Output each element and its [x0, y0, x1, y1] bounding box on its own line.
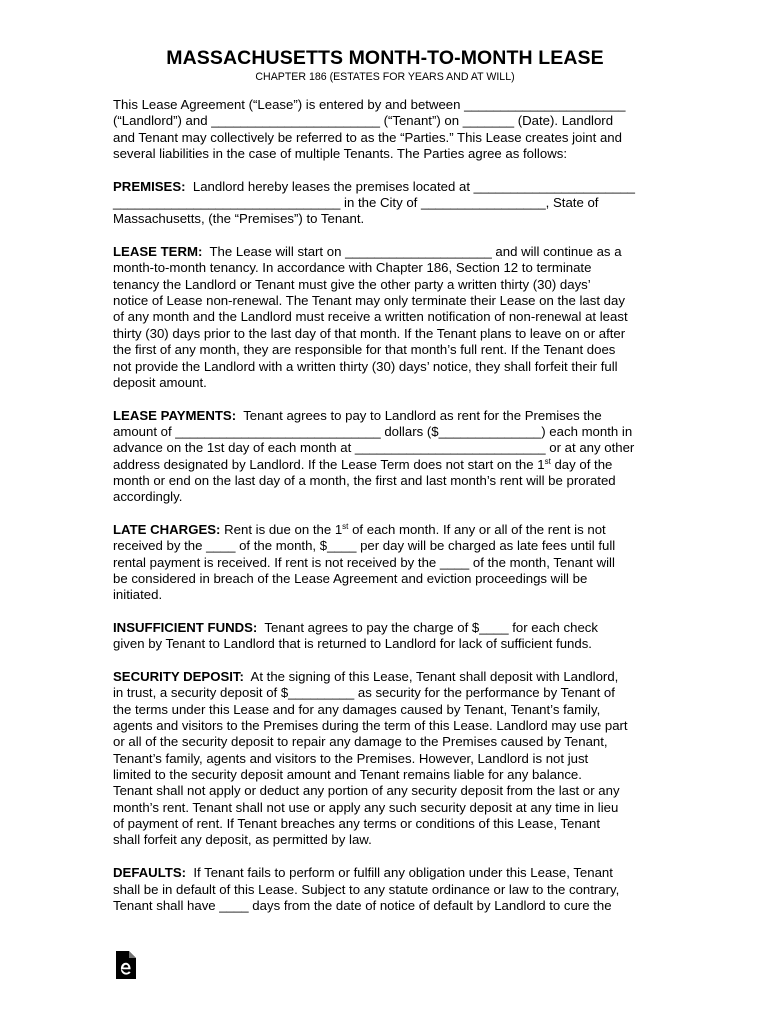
- lease-term-line: not provide the Landlord with a written thirty (30) days’ notice, they shall forfeit their full: [113, 358, 618, 374]
- late-charges-text: of each month. If any or all of the rent is not: [348, 521, 606, 537]
- document-body: [113, 97, 663, 914]
- security-deposit-line: or all of the security deposit to repair any damage to the Premises caused by Tenant,: [113, 734, 608, 750]
- lease-term-line: of any month and the Landlord must receive a written notification of non-renewal at least: [113, 309, 628, 325]
- security-deposit-section: [113, 669, 663, 849]
- security-deposit-line: agents and visitors to the Premises during the term of this Lease. Landlord may use part: [113, 718, 628, 734]
- lease-payments-line: amount of ____________________________ dollars ($______________) each month in: [113, 423, 633, 439]
- lease-term-text: The Lease will start on ____________________ and will continue as a: [209, 244, 622, 260]
- security-deposit-line: shall forfeit any deposit, as permitted by law.: [113, 832, 372, 848]
- security-deposit-line: Tenant’s family, agents and visitors to the Premises. However, Landlord is not just: [113, 750, 589, 766]
- lease-payments-heading: LEASE PAYMENTS:: [113, 407, 237, 423]
- lease-term-section: [113, 244, 663, 391]
- document-subtitle: CHAPTER 186 (ESTATES FOR YEARS AND AT WILL): [255, 71, 515, 83]
- lease-term-first-line: [113, 244, 663, 260]
- late-charges-text: Rent is due on the 1: [224, 521, 343, 537]
- lease-payments-line: advance on the 1st day of each month at __________________________ or at any other: [113, 440, 635, 456]
- premises-first-line: [113, 179, 663, 195]
- premises-line: _______________________________ in the City of _________________, State of: [113, 195, 599, 211]
- lease-payments-line: accordingly.: [113, 489, 183, 505]
- defaults-heading: DEFAULTS:: [113, 865, 187, 881]
- late-charges-line: rental payment is received. If rent is not received by the ____ of the month, Tenant will: [113, 554, 615, 570]
- security-deposit-text: At the signing of this Lease, Tenant shall deposit with Landlord,: [250, 669, 619, 685]
- lease-payments-line: month or end on the last day of a month, the first and last month’s rent will be prorated: [113, 472, 616, 488]
- lease-term-line: month-to-month tenancy. In accordance with Chapter 186, Section 12 to terminate: [113, 260, 592, 276]
- defaults-text: If Tenant fails to perform or fulfill any obligation under this Lease, Tenant: [193, 865, 613, 881]
- security-deposit-heading: SECURITY DEPOSIT:: [113, 669, 244, 685]
- security-deposit-line: Tenant shall not apply or deduct any portion of any security deposit from the last or any: [113, 783, 620, 799]
- lease-payments-text: address designated by Landlord. If the Lease Term does not start on the 1: [113, 456, 545, 472]
- late-charges-line: initiated.: [113, 587, 163, 603]
- insufficient-funds-text: Tenant agrees to pay the charge of $____ for each check: [264, 620, 598, 635]
- lease-term-line: tenancy the Landlord or Tenant must give the other party a written thirty (30) days’: [113, 276, 591, 292]
- security-deposit-line: of payment of rent. If Tenant breaches any terms or conditions of this Lease, Tenant: [113, 816, 601, 832]
- intro-line: and Tenant may collectively be referred to as the “Parties.” This Lease creates joint and: [113, 129, 622, 145]
- eforms-logo-icon: [115, 950, 137, 980]
- late-charges-heading: LATE CHARGES:: [113, 521, 221, 537]
- lease-term-line: the first of any month, they are responsible for that month’s full rent. If the Tenant does: [113, 342, 616, 358]
- lease-term-heading: LEASE TERM:: [113, 244, 203, 260]
- insufficient-funds-first-line: [113, 620, 663, 636]
- late-charges-line: received by the ____ of the month, $____ per day will be charged as late fees until full: [113, 538, 616, 554]
- security-deposit-line: in trust, a security deposit of $_________ as security for the performance by Tenant of: [113, 685, 615, 701]
- defaults-section: [113, 865, 663, 914]
- premises-heading: PREMISES:: [113, 178, 186, 194]
- lease-payments-first-line: [113, 408, 663, 424]
- intro-paragraph: [113, 97, 663, 162]
- document-title: MASSACHUSETTS MONTH-TO-MONTH LEASE: [166, 47, 604, 69]
- defaults-line: shall be in default of this Lease. Subject to any statute ordinance or law to the contrary,: [113, 881, 620, 897]
- security-deposit-line: limited to the security deposit amount and Tenant remains liable for any balance.: [113, 767, 582, 783]
- insufficient-funds-line: given by Tenant to Landlord that is returned to Landlord for lack of sufficient funds.: [113, 636, 592, 652]
- ordinal-suffix: st: [544, 456, 551, 466]
- intro-line: (“Landlord”) and _______________________ (“Tenant”) on _______ (Date). Landlord: [113, 113, 614, 129]
- insufficient-funds-heading: INSUFFICIENT FUNDS:: [113, 620, 258, 635]
- insufficient-funds-section: [113, 620, 663, 653]
- late-charges-line: be considered in breach of the Lease Agreement and eviction proceedings will be: [113, 570, 588, 586]
- security-deposit-line: month’s rent. Tenant shall not use or apply any such security deposit at any time in lieu: [113, 799, 619, 815]
- lease-term-line: deposit amount.: [113, 374, 207, 390]
- premises-section: [113, 179, 663, 228]
- security-deposit-first-line: [113, 669, 663, 685]
- defaults-first-line: [113, 865, 663, 881]
- late-charges-first-line: [113, 522, 663, 538]
- lease-payments-text: Tenant agrees to pay to Landlord as rent for the Premises the: [243, 407, 602, 423]
- premises-line: Massachusetts, (the “Premises”) to Tenant.: [113, 211, 365, 227]
- defaults-line: Tenant shall have ____ days from the date of notice of default by Landlord to cure the: [113, 897, 612, 913]
- lease-payments-section: [113, 408, 663, 506]
- security-deposit-line: the terms under this Lease and for any damages caused by Tenant, Tenant’s family,: [113, 701, 601, 717]
- intro-line: several liabilities in the case of multiple Tenants. The Parties agree as follows:: [113, 146, 567, 162]
- lease-term-line: notice of Lease non-renewal. The Tenant may only terminate their Lease on the last day: [113, 293, 625, 309]
- late-charges-section: [113, 522, 663, 604]
- lease-payments-text: day of the: [550, 456, 613, 472]
- lease-term-line: thirty (30) days prior to the last day of that month. If the Tenant plans to leave on or after: [113, 325, 626, 341]
- lease-payments-line: [113, 457, 663, 473]
- ordinal-suffix: st: [342, 521, 349, 531]
- premises-text: Landlord hereby leases the premises located at ______________________: [192, 178, 635, 194]
- intro-line: This Lease Agreement (“Lease”) is entered by and between ______________________: [113, 97, 626, 112]
